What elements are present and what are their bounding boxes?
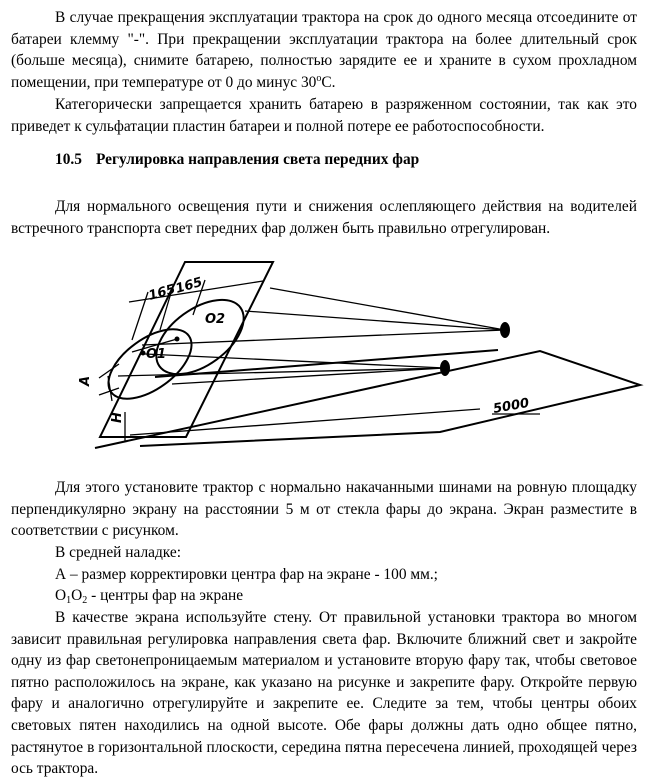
label-o2: O2 [205,312,226,327]
paragraph-adjustment-procedure: В качестве экрана используйте стену. От правильной установки трактора во многом зависит правильная регулировка направления света фар. Включите ближний свет и закройте одну из фар светонепроницаемым материалом и установите вторую фару так, чтобы световое пятно расположилось на экране, как указано на рисунке и закрепите фару. Откройте первую фару и аналогично отрегулируйте и закрепите ее. Следите за тем, чтобы центры обоих световых пятен находились на одной высоте. Обе фары должны дать одно общее пятно, растянутое в горизонтальной плоскости, середина пятна пересечена линией, проходящей через ось трактора. [11,609,637,778]
beam-far-o2 [270,288,505,330]
headlight-right [500,322,510,338]
dimension-tick-left [132,292,148,340]
center-o2-dot [175,337,180,342]
paragraph-tractor-setup: Для этого установите трактор с нормально накачанными шинами на ровную площадку перпендикулярно экрану на расстоянии 5 м от стекла фары до экрана. Экран разместите в соответствии с рисунком. [11,479,637,540]
paragraph-headlight-centers [55,585,243,607]
beam-upper-o2 [245,311,505,330]
label-h: H [110,412,125,423]
label-o1: O1 [146,347,167,362]
ground-plane [95,351,640,448]
left-light-spot [96,316,203,413]
o1-letter: O [55,587,67,604]
label-165-right: 165 [173,274,205,297]
label-5000: 5000 [492,395,531,417]
paragraph-dimension-a: А – размер корректировки центра фар на экране - 100 мм.; [55,566,438,583]
label-165-left: 165 [146,281,178,304]
headlight-left [440,360,450,376]
beam-top-o2 [142,330,505,345]
o2-subscript: 2 [82,595,88,606]
o1-subscript: 1 [66,595,72,606]
paragraph-battery-warning: Категорически запрещается хранить батарею в разряженном состоянии, так как это приведет к сульфатации пластин батареи и полной потере ее работоспособности. [11,96,637,135]
paragraph-headlight-intro: Для нормального освещения пути и снижения ослепляющего действия на водителей встречного транспорта свет передних фар должен быть правильно отрегулирован. [11,198,637,237]
degree-superscript: о [316,72,322,84]
section-title: Регулировка направления света передних фар [95,151,420,168]
section-number: 10.5 [55,151,82,168]
paragraph-battery-storage-text: В случае прекращения эксплуатации трактора на срок до одного месяца отсоедините от батареи клемму "-". При прекращении эксплуатации трактора на более длительный срок (больше месяца), снимите батарею, полностью зарядите ее и храните в сухом прохладном помещении, при температуре от 0 до минус 30 [11,9,637,91]
paragraph-battery-storage-end: С. [321,73,336,91]
paragraph-middle-setting: В средней наладке: [55,544,181,561]
center-o1-dot [141,351,146,356]
o2-letter: O [71,587,83,604]
label-a: A [78,375,93,386]
centers-description: - центры фар на экране [87,587,244,604]
dimension-5000-line [130,409,480,435]
